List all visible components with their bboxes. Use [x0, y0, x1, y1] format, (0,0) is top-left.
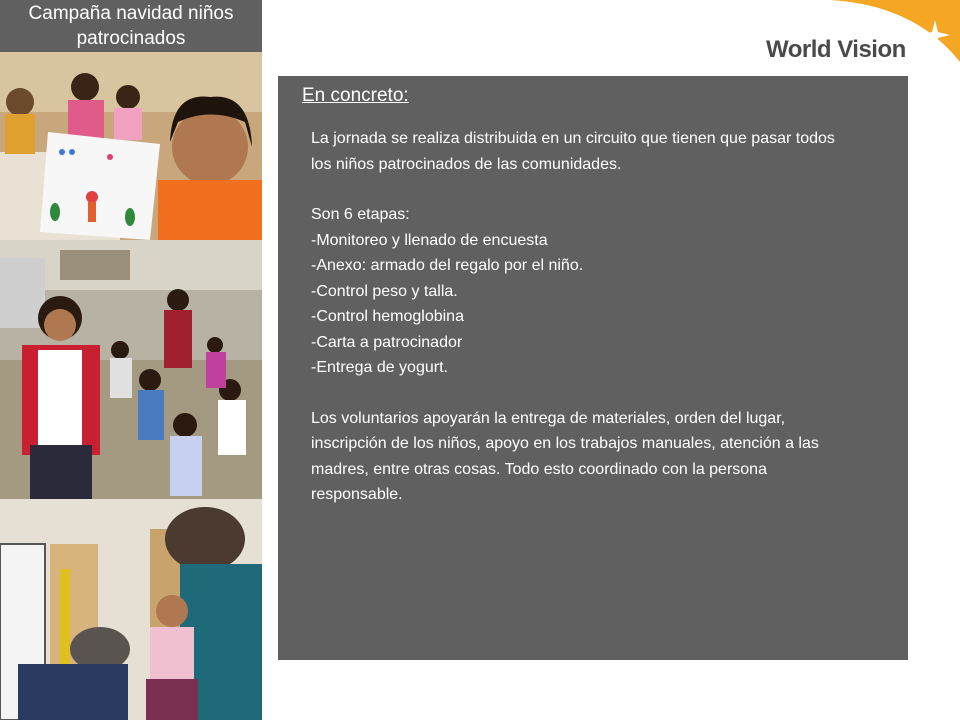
content-heading: En concreto:	[302, 85, 409, 106]
stage-item: -Anexo: armado del regalo por el niño.	[311, 257, 584, 274]
slide-title-line-1: Campaña navidad niños	[28, 3, 234, 24]
photo-children-drawing	[0, 52, 262, 240]
stage-item: -Carta a patrocinador	[311, 333, 463, 351]
stage-item: -Entrega de yogurt.	[311, 359, 448, 376]
photo-height-control	[0, 499, 262, 720]
stage-item: -Control peso y talla.	[311, 282, 458, 300]
world-vision-logo: World Vision	[766, 36, 906, 63]
content-panel	[278, 76, 908, 660]
slide-title	[0, 0, 262, 52]
slide-title-line-2: patrocinados	[76, 28, 186, 49]
intro-paragraph: La jornada se realiza distribuida en un circuito que tienen que pasar todos los niños patrocinados de las comunidades.	[311, 130, 835, 173]
closing-paragraph: Los voluntarios apoyarán la entrega de materiales, orden del lugar, inscripción de los niños, apoyo en los trabajos manuales, atención a las madres, entre otras cosas. Todo esto coordinado con la persona responsable.	[311, 409, 819, 503]
photo-children-group	[0, 240, 262, 499]
stage-item: -Monitoreo y llenado de encuesta	[311, 231, 548, 249]
content-body	[311, 126, 856, 508]
stage-item: -Control hemoglobina	[311, 308, 464, 325]
stages-title: Son 6 etapas:	[311, 206, 410, 223]
